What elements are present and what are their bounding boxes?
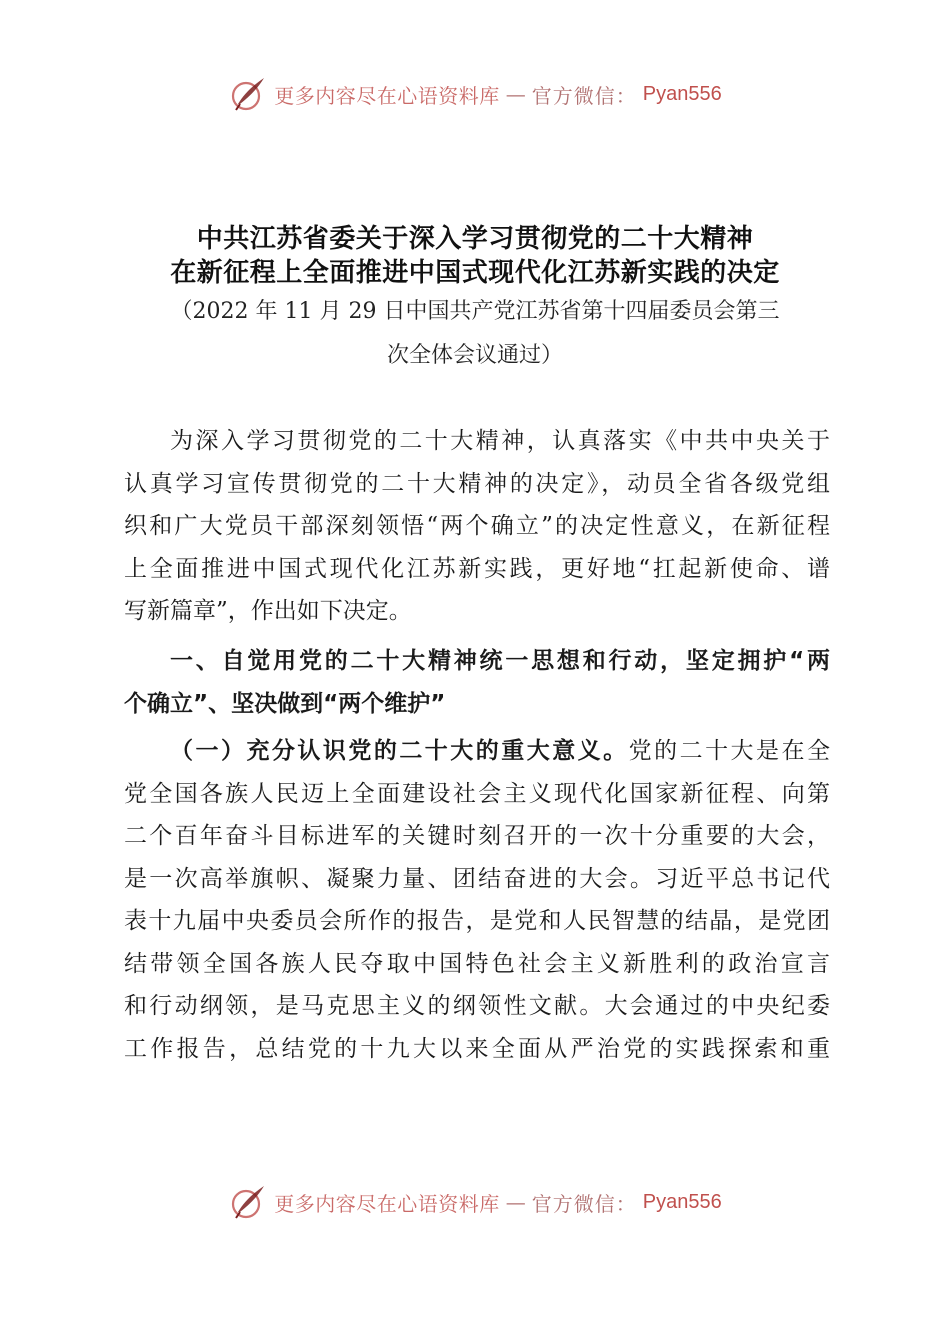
section-1-1-paragraph — [124, 730, 830, 1070]
document-subtitle-line-2: 次全体会议通过） — [386, 343, 563, 368]
quill-logo-icon — [228, 1182, 268, 1222]
paragraph-line: 上全面推进中国式现代化江苏新实践，更好地“扛起新使命、谱 — [124, 555, 830, 582]
paragraph-line: 写新篇章”，作出如下决定。 — [124, 598, 412, 624]
watermark-footer — [0, 1178, 950, 1226]
heading-line: 个确立”、坚决做到“两个维护” — [124, 690, 446, 717]
paragraph-line: 是一次高举旗帜、凝聚力量、团结奋进的大会。习近平总书记代 — [124, 865, 830, 892]
watermark-wechat-id: Pyan556 — [642, 1190, 722, 1213]
paragraph-line: 为深入学习贯彻党的二十大精神，认真落实《中共中央关于 — [170, 428, 830, 454]
paragraph-line: 表十九届中央委员会所作的报告，是党和人民智慧的结晶，是党团 — [124, 908, 830, 934]
watermark-label: 官方微信： — [531, 83, 637, 108]
watermark-separator: — — [505, 1190, 526, 1214]
paragraph-line: 党全国各族人民迈上全面建设社会主义现代化国家新征程、向第 — [124, 780, 830, 807]
document-title-line-2: 在新征程上全面推进中国式现代化江苏新实践的决定 — [170, 258, 780, 288]
document-subtitle-line-1: （2022 年 11 月 29 日中国共产党江苏省第十四届委员会第三 — [170, 299, 780, 324]
quill-logo-icon — [228, 74, 268, 114]
paragraph-text: 党的二十大是在全 — [628, 738, 831, 764]
watermark-header — [0, 70, 950, 118]
document-title-line-1: 中共江苏省委关于深入学习贯彻党的二十大精神 — [196, 224, 754, 254]
paragraph-line: 工作报告，总结党的十九大以来全面从严治党的实践探索和重 — [124, 1035, 830, 1062]
watermark-text: 更多内容尽在心语资料库 — [274, 1191, 500, 1216]
paragraph-line — [124, 730, 830, 773]
paragraph-line: 二个百年奋斗目标进军的关键时刻召开的一次十分重要的大会， — [124, 823, 830, 849]
heading-line: 一、自觉用党的二十大精神统一思想和行动，坚定拥护“两 — [170, 648, 830, 674]
paragraph-line: 结带领全国各族人民夺取中国特色社会主义新胜利的政治宣言 — [124, 950, 830, 977]
intro-paragraph — [124, 420, 830, 633]
paragraph-line: 和行动纲领，是马克思主义的纲领性文献。大会通过的中央纪委 — [124, 993, 830, 1019]
watermark-wechat-id: Pyan556 — [642, 82, 722, 105]
subsection-lead: （一）充分认识党的二十大的重大意义。 — [170, 738, 629, 764]
section-heading-1 — [124, 640, 830, 725]
watermark-separator: — — [505, 82, 526, 106]
paragraph-line: 认真学习宣传贯彻党的二十大精神的决定》，动员全省各级党组 — [124, 470, 830, 497]
watermark-text: 更多内容尽在心语资料库 — [274, 83, 500, 108]
watermark-label: 官方微信： — [531, 1191, 637, 1216]
paragraph-line: 织和广大党员干部深刻领悟“两个确立”的决定性意义，在新征程 — [124, 513, 830, 539]
